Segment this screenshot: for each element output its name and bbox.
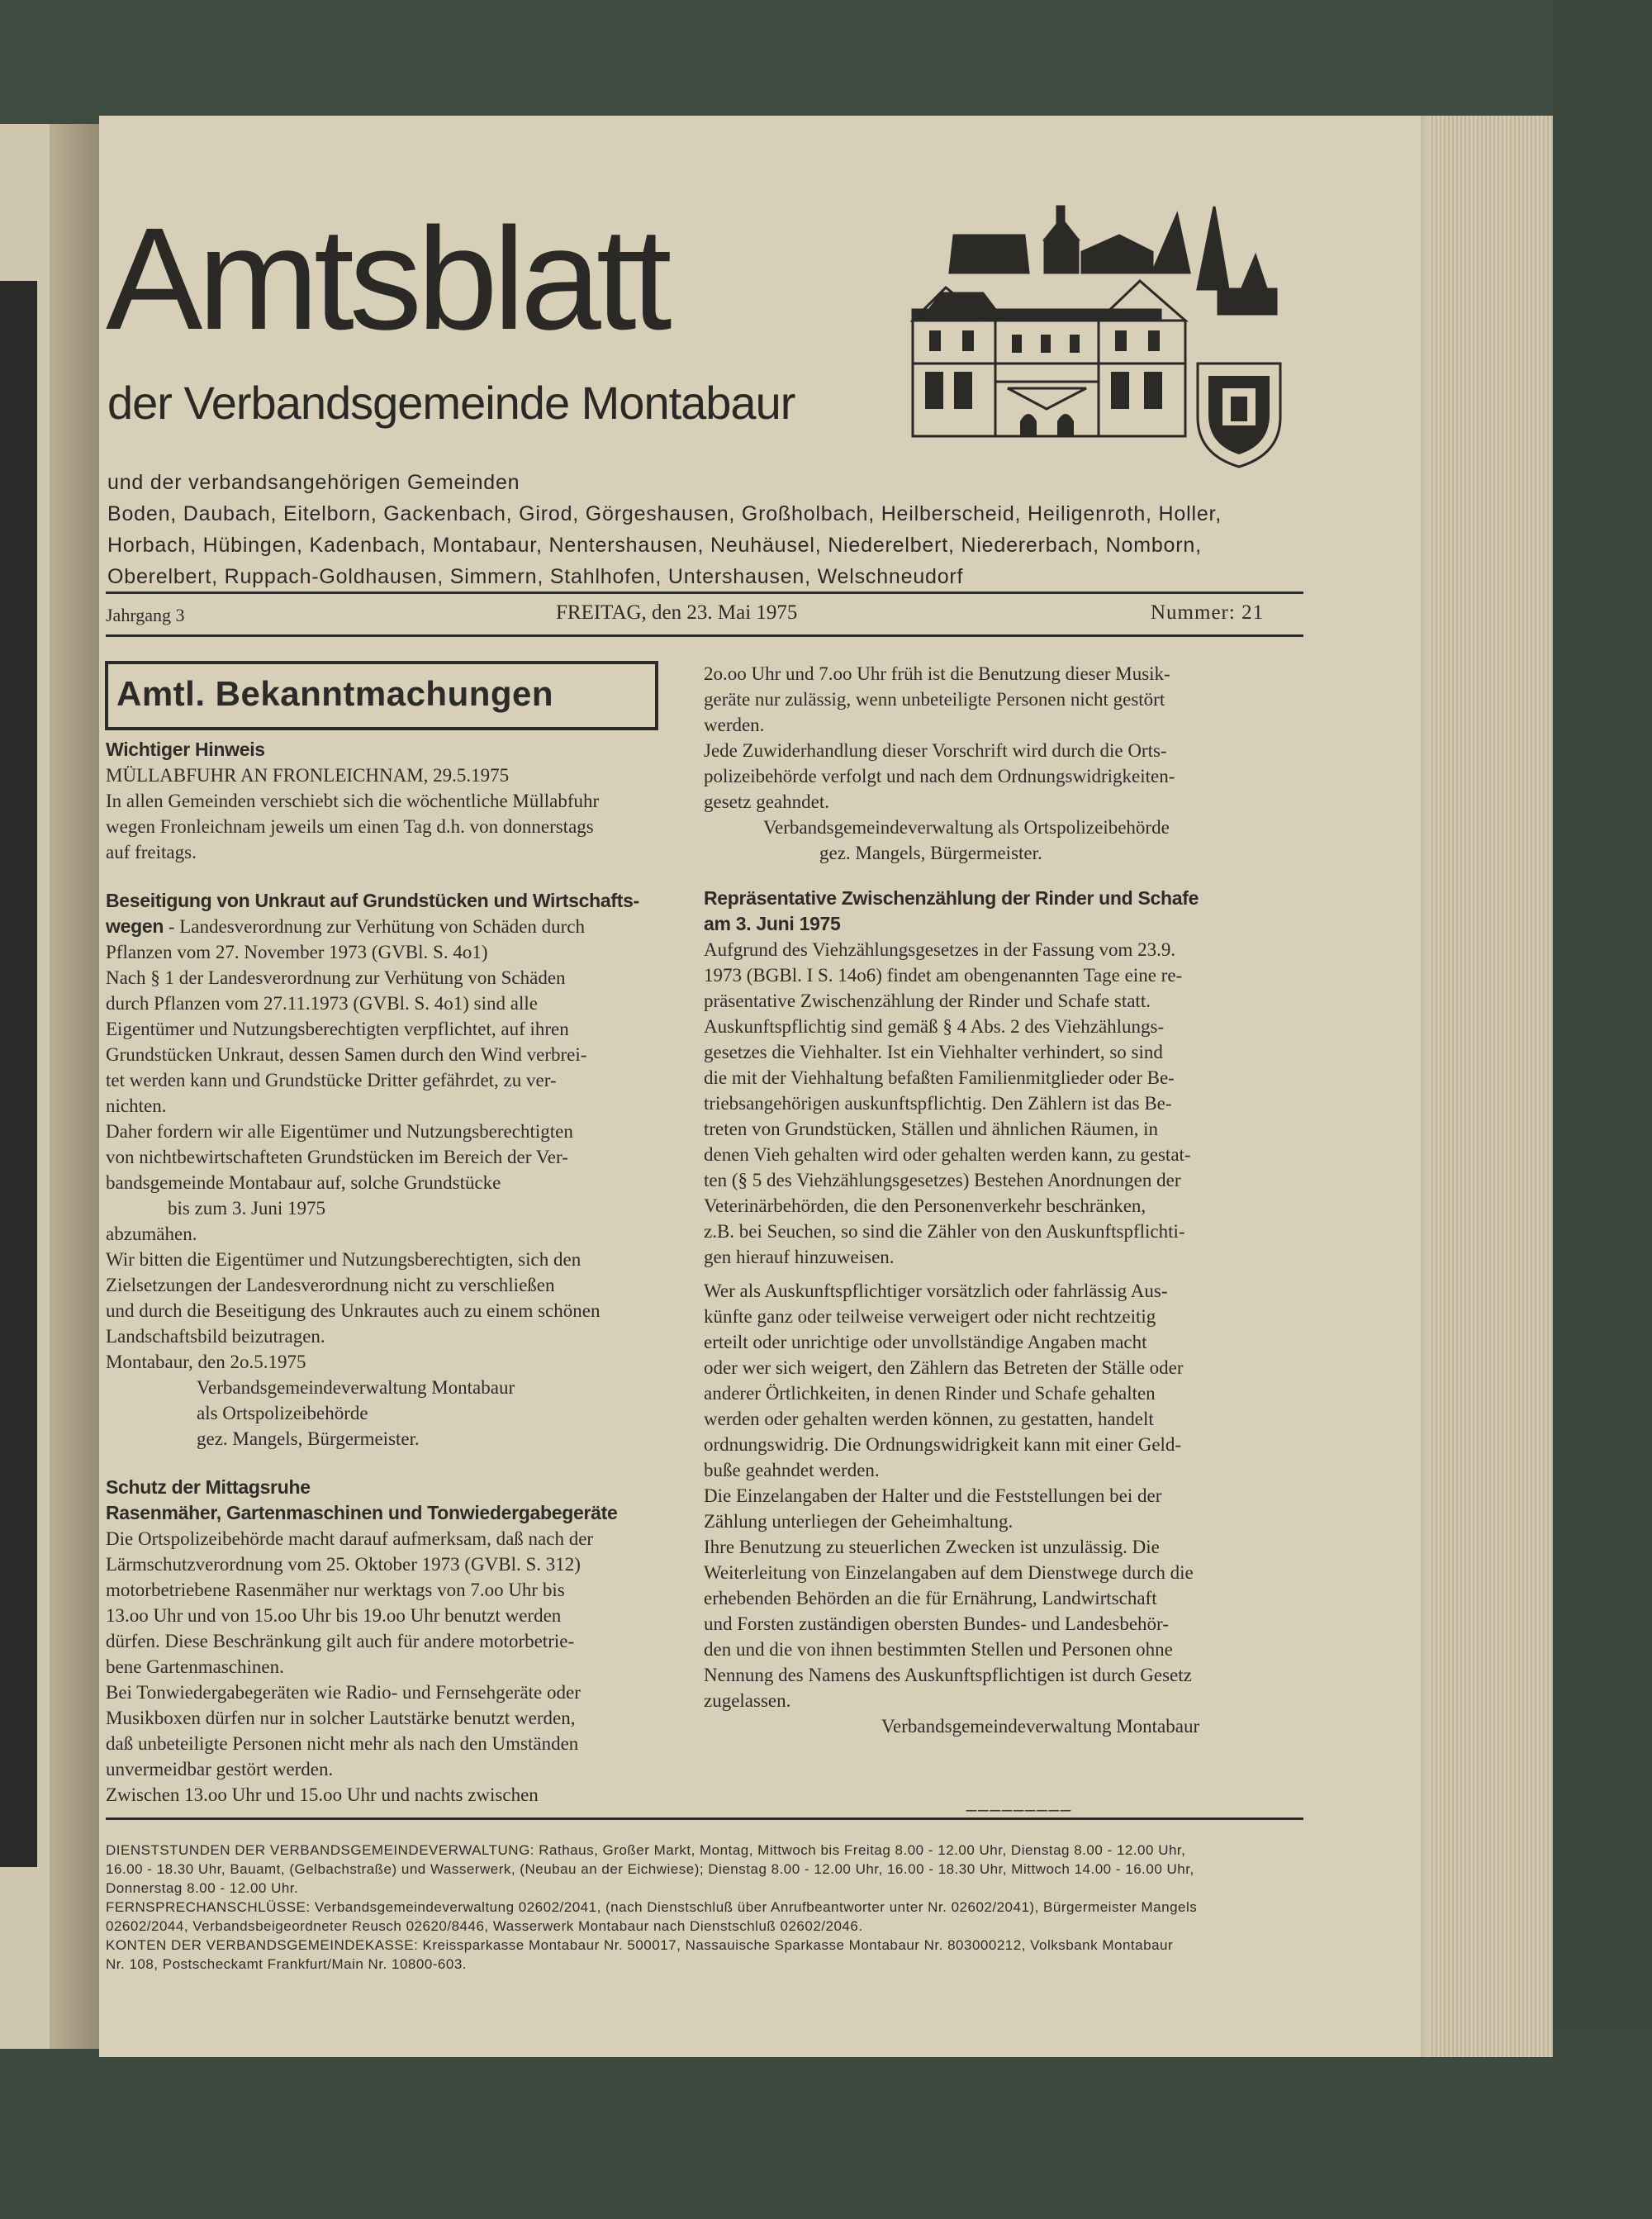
continuation-line: Jede Zuwiderhandlung dieser Vorschrift wird durch die Orts- — [704, 740, 1167, 761]
notice3-line: Bei Tonwiedergabegeräten wie Radio- und Fernsehgeräte oder — [106, 1682, 581, 1703]
notice3-line: motorbetriebene Rasenmäher nur werktags von 7.oo Uhr bis — [106, 1580, 565, 1600]
notice4-line: Ihre Benutzung zu steuerlichen Zwecken ist unzulässig. Die — [704, 1537, 1160, 1557]
notice3-line: daß unbeteiligte Personen nicht mehr als nach den Umständen — [106, 1733, 579, 1754]
notice2-line: von nichtbewirtschafteten Grundstücken im Bereich der Ver- — [106, 1147, 568, 1167]
section-heading-box — [105, 661, 658, 730]
notice2-heading: Beseitigung von Unkraut auf Grundstücken und Wirtschafts- — [106, 890, 639, 911]
footer-line: Nr. 108, Postscheckamt Frankfurt/Main Nr. 10800-603. — [106, 1956, 468, 1972]
notice4-line: künfte ganz oder teilweise verweigert oder nicht rechtzeitig — [704, 1306, 1156, 1327]
binder-background-top — [0, 0, 1652, 124]
footer-office-info — [106, 1841, 1303, 1974]
notice3-heading: Schutz der Mittagsruhe — [106, 1476, 311, 1498]
notice4-heading: Repräsentative Zwischenzählung der Rinder und Schafe — [704, 887, 1199, 909]
continuation-line: werden. — [704, 715, 765, 735]
info-rule — [106, 634, 1303, 637]
continuation-line: polizeibehörde verfolgt und nach dem Ordnungswidrigkeiten- — [704, 766, 1175, 786]
notice2-line: Pflanzen vom 27. November 1973 (GVBl. S. 4o1) — [106, 942, 488, 962]
notice4-line: oder wer sich weigert, den Zählern das Betreten der Ställe oder — [704, 1357, 1184, 1378]
continuation-line: geräte nur zulässig, wenn unbeteiligte Personen nicht gestört — [704, 689, 1165, 710]
notice2-heading-line2 — [106, 914, 676, 939]
notice3-line: unvermeidbar gestört werden. — [106, 1759, 334, 1779]
notice4-line: erhebenden Behörden an die für Ernährung, Landwirtschaft — [704, 1588, 1157, 1608]
notice4-line: Veterinärbehörden, die den Personenverkehr beschränken, — [704, 1195, 1146, 1216]
footer-line: FERNSPRECHANSCHLÜSSE: Verbandsgemeindeverwaltung 02602/2041, (nach Dienstschluß über Anrufbeantworter unter Nr. 02602/2041), Bürgermeister Mangels — [106, 1899, 1198, 1915]
issue-year: Jahrgang 3 — [106, 605, 185, 625]
issue-date: FREITAG, den 23. Mai 1975 — [556, 601, 798, 624]
members-line: Boden, Daubach, Eitelborn, Gackenbach, Girod, Görgeshausen, Großholbach, Heilberscheid, Heiligenroth, Holler, — [107, 502, 1222, 525]
notice3-subheading: Rasenmäher, Gartenmaschinen und Tonwiedergabegeräte — [106, 1502, 618, 1523]
notice4-line: z.B. bei Seuchen, so sind die Zähler von den Auskunftspflichti- — [704, 1221, 1185, 1242]
continuation-line: 2o.oo Uhr und 7.oo Uhr früh ist die Benutzung dieser Musik- — [704, 663, 1170, 684]
footer-line: 16.00 - 18.30 Uhr, Bauamt, (Gelbachstraße) und Wasserwerk, (Neubau an der Eichwiese); Dienstag 8.00 - 12.00 Uhr, 16.00 - 18.30 Uhr, Mittwoch 14.00 - 16.00 Uhr, — [106, 1861, 1194, 1877]
notice4-line: triebsangehörigen auskunftspflichtig. Den Zählern ist das Be- — [704, 1093, 1172, 1114]
notice2-line: Grundstücken Unkraut, dessen Samen durch den Wind verbrei- — [106, 1044, 587, 1065]
notice4-line: Aufgrund des Viehzählungsgesetzes in der Fassung vom 23.9. — [704, 939, 1176, 960]
notice4-heading-line2: am 3. Juni 1975 — [704, 913, 841, 934]
closing-dash-rule: _________ — [966, 1791, 1073, 1812]
notice2-line: nichten. — [106, 1095, 167, 1116]
notice2-signature: als Ortspolizeibehörde — [197, 1403, 368, 1423]
binder-background-right — [1553, 0, 1652, 2219]
notice4-line: präsentative Zwischenzählung der Rinder und Schafe statt. — [704, 991, 1151, 1011]
notice4-line: Nennung des Namens des Auskunftspflichtigen ist durch Gesetz — [704, 1665, 1192, 1685]
notice3-line: dürfen. Diese Beschränkung gilt auch für andere motorbetrie- — [106, 1631, 575, 1651]
notice4-line: Weiterleitung von Einzelangaben auf dem Dienstwege durch die — [704, 1562, 1194, 1583]
notice4-line: anderer Örtlichkeiten, in denen Rinder und Schafe gehalten — [704, 1383, 1156, 1404]
footer-rule — [106, 1817, 1303, 1820]
notice2-line: und durch die Beseitigung des Unkrautes auch zu einem schönen — [106, 1300, 601, 1321]
continuation-signature: Verbandsgemeindeverwaltung als Ortspolizeibehörde — [763, 817, 1170, 838]
notice4-line: 1973 (BGBl. I S. 14o6) findet am obengenannten Tage eine re- — [704, 965, 1183, 986]
notice4-line: Zählung unterliegen der Geheimhaltung. — [704, 1511, 1014, 1532]
binder-background-bottom — [0, 2029, 1652, 2219]
notice2-line: Eigentümer und Nutzungsberechtigten verpflichtet, auf ihren — [106, 1019, 569, 1039]
notice2-line: Zielsetzungen der Landesverordnung nicht zu verschließen — [106, 1275, 555, 1295]
notice1-line: auf freitags. — [106, 842, 197, 862]
notice4-line: zugelassen. — [704, 1690, 791, 1711]
notice2-line: Landschaftsbild beizutragen. — [106, 1326, 325, 1347]
notice4-line: werden oder gehalten werden können, zu gestatten, handelt — [704, 1409, 1154, 1429]
notice2-heading-rest: - Landesverordnung zur Verhütung von Schäden durch — [164, 916, 585, 937]
notice3-line: bene Gartenmaschinen. — [106, 1656, 284, 1677]
footer-line: KONTEN DER VERBANDSGEMEINDEKASSE: Kreissparkasse Montabaur Nr. 500017, Nassauische Sparkasse Montabaur Nr. 803000212, Volksbank Montabaur — [106, 1937, 1174, 1953]
notice2-deadline: bis zum 3. Juni 1975 — [168, 1198, 326, 1219]
notice4-signature: Verbandsgemeindeverwaltung Montabaur — [881, 1716, 1200, 1737]
continuation-signature: gez. Mangels, Bürgermeister. — [819, 843, 1042, 863]
notice4-line: denen Vieh gehalten wird oder gehalten werden kann, zu gestat- — [704, 1144, 1191, 1165]
notice3-line: 13.oo Uhr und von 15.oo Uhr bis 19.oo Uhr benutzt werden — [106, 1605, 562, 1626]
notice4-line: gesetzes die Viehhalter. Ist ein Viehhalter verhindert, so sind — [704, 1042, 1163, 1062]
notice1-line: wegen Fronleichnam jeweils um einen Tag d.h. von donnerstags — [106, 816, 594, 837]
issue-info-line — [106, 601, 1303, 634]
notice2-line: durch Pflanzen vom 27.11.1973 (GVBl. S. 4o1) sind alle — [106, 993, 538, 1014]
notice4-line: ten (§ 5 des Viehzählungsgesetzes) Bestehen Anordnungen der — [704, 1170, 1181, 1190]
footer-line: Donnerstag 8.00 - 12.00 Uhr. — [106, 1880, 299, 1896]
masthead-rule — [106, 592, 1303, 594]
section-heading: Amtl. Bekanntmachungen — [116, 674, 554, 713]
notice3-line: Musikboxen dürfen nur in solcher Lautstärke benutzt werden, — [106, 1708, 576, 1728]
notice2-line: Daher fordern wir alle Eigentümer und Nutzungsberechtigten — [106, 1121, 573, 1142]
notice4-line: und Forsten zuständigen obersten Bundes- und Landesbehör- — [704, 1613, 1169, 1634]
masthead-subtitle: der Verbandsgemeinde Montabaur — [107, 377, 795, 429]
members-line: Horbach, Hübingen, Kadenbach, Montabaur, Nentershausen, Neuhäusel, Niederelbert, Niedererbach, Nomborn, — [107, 534, 1202, 557]
notice2-line: bandsgemeinde Montabaur auf, solche Grundstücke — [106, 1172, 501, 1193]
notice2-line: abzumähen. — [106, 1224, 197, 1244]
members-line: Oberelbert, Ruppach-Goldhausen, Simmern, Stahlhofen, Untershausen, Welschneudorf — [107, 565, 964, 588]
member-communities — [107, 467, 1305, 592]
notice1-line: In allen Gemeinden verschiebt sich die wöchentliche Müllabfuhr — [106, 791, 600, 811]
notice1-line: MÜLLABFUHR AN FRONLEICHNAM, 29.5.1975 — [106, 765, 510, 786]
notice4-line: Die Einzelangaben der Halter und die Feststellungen bei der — [704, 1485, 1162, 1506]
notice3-line: Die Ortspolizeibehörde macht darauf aufmerksam, daß nach der — [106, 1528, 594, 1549]
issue-number: Nummer: 21 — [1151, 601, 1265, 624]
notice4-line: ordnungswidrig. Die Ordnungswidrigkeit kann mit einer Geld- — [704, 1434, 1182, 1455]
notice4-line: gen hierauf hinzuweisen. — [704, 1247, 895, 1267]
notice4-line: buße geahndet werden. — [704, 1460, 880, 1480]
continuation-line: gesetz geahndet. — [704, 791, 829, 812]
notice2-line: Montabaur, den 2o.5.1975 — [106, 1352, 306, 1372]
notice1-heading: Wichtiger Hinweis — [106, 739, 265, 760]
notice4-line: den und die von ihnen bestimmten Stellen und Personen ohne — [704, 1639, 1173, 1660]
left-page-dark-block — [0, 281, 37, 1867]
left-column — [106, 737, 676, 1808]
notice2-heading-word: wegen — [106, 915, 164, 937]
notice2-line: Nach § 1 der Landesverordnung zur Verhütung von Schäden — [106, 967, 566, 988]
right-column — [704, 661, 1307, 1739]
notice4-line: Auskunftspflichtig sind gemäß § 4 Abs. 2 des Viehzählungs- — [704, 1016, 1165, 1037]
notice4-line: treten von Grundstücken, Ställen und ähnlichen Räumen, in — [704, 1119, 1158, 1139]
town-skyline-crest-illustration — [904, 190, 1284, 471]
notice2-signature: gez. Mangels, Bürgermeister. — [197, 1428, 420, 1449]
notice4-line: erteilt oder unrichtige oder unvollständige Angaben macht — [704, 1332, 1147, 1352]
members-intro: und der verbandsangehörigen Gemeinden — [107, 471, 520, 494]
notice2-line: tet werden kann und Grundstücke Dritter gefährdet, zu ver- — [106, 1070, 557, 1090]
notice2-signature: Verbandsgemeindeverwaltung Montabaur — [197, 1377, 515, 1398]
notice4-line: die mit der Viehhaltung befaßten Familienmitglieder oder Be- — [704, 1067, 1175, 1088]
notice2-line: Wir bitten die Eigentümer und Nutzungsberechtigten, sich den — [106, 1249, 582, 1270]
masthead-title: Amtsblatt — [106, 198, 667, 360]
notice4-line: Wer als Auskunftspflichtiger vorsätzlich oder fahrlässig Aus- — [704, 1281, 1168, 1301]
notice3-line: Zwischen 13.oo Uhr und 15.oo Uhr und nachts zwischen — [106, 1784, 539, 1805]
notice3-line: Lärmschutzverordnung vom 25. Oktober 1973 (GVBl. S. 312) — [106, 1554, 581, 1575]
footer-line: 02602/2044, Verbandsbeigeordneter Reusch 02620/8446, Wasserwerk Montabaur nach Dienstschluß 02602/2046. — [106, 1918, 863, 1934]
footer-line: DIENSTSTUNDEN DER VERBANDSGEMEINDEVERWALTUNG: Rathaus, Großer Markt, Montag, Mittwoch bis Freitag 8.00 - 12.00 Uhr, Dienstag 8.00 - 12.00 Uhr, — [106, 1842, 1186, 1858]
